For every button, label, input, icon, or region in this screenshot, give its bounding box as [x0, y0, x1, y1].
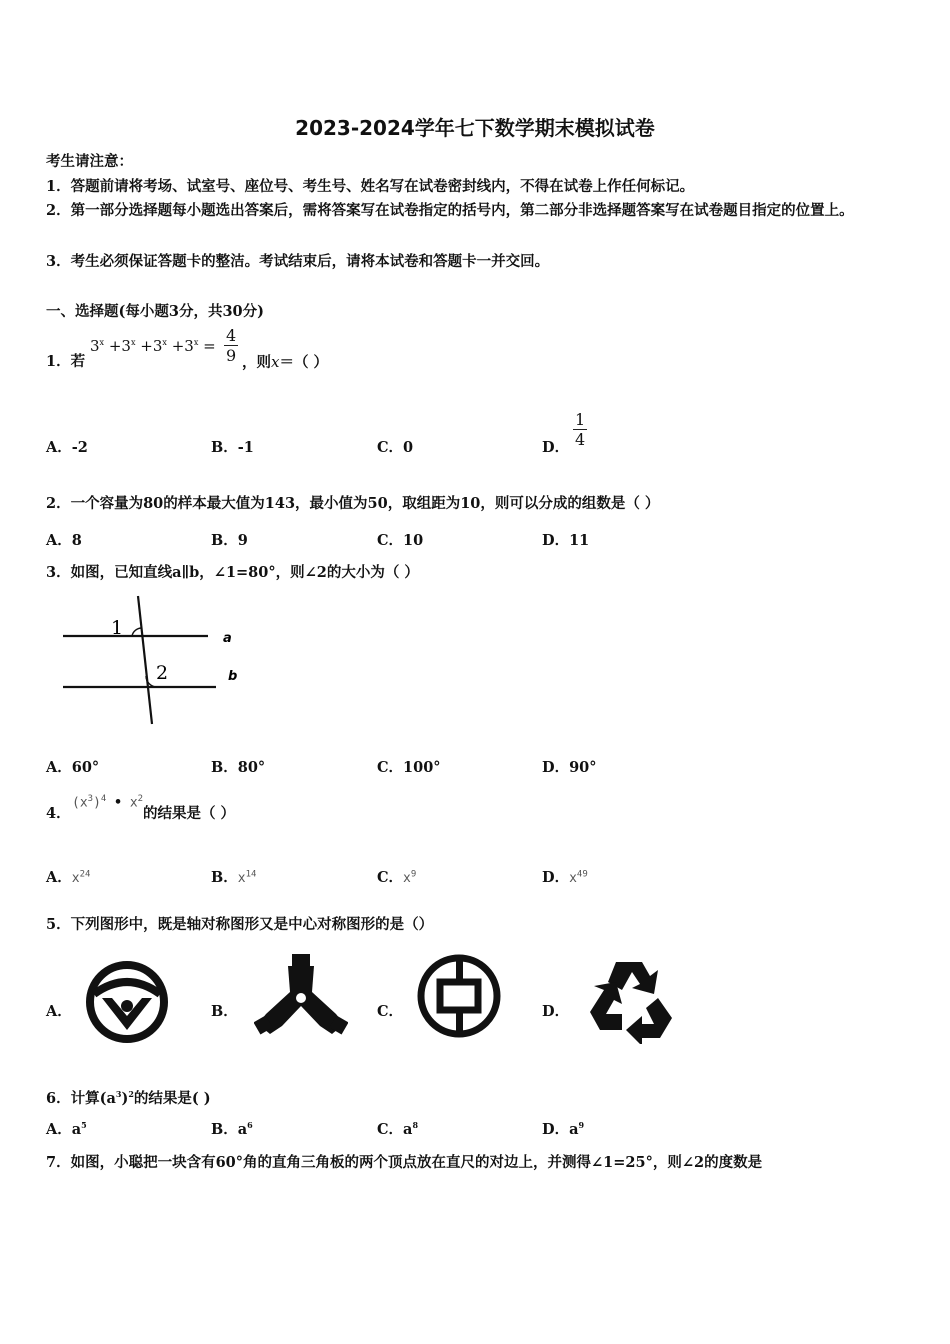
q2-text: 2．一个容量为80的样本最大值为143，最小值为50，取组距为10，则可以分成的组数是（ ） — [46, 495, 660, 512]
q7-text: 7．如图，小聪把一块含有60°角的直角三角板的两个顶点放在直尺的对边上，并测得∠1=25°，则∠2的度数是 — [46, 1154, 763, 1171]
q6-text: 6．计算$(a^3)^2$的结果是( ) — [46, 1089, 211, 1107]
angle-2-label: 2 — [156, 662, 169, 684]
q4-expression: $(x^3)^4$ • $x^2$ — [72, 794, 144, 811]
q4-option-b[interactable]: B．$x^{14}$ — [211, 869, 257, 886]
q2-option-b[interactable]: B．9 — [211, 532, 248, 549]
q6-option-c[interactable]: C．$a^8$ — [377, 1120, 419, 1138]
q1-option-a[interactable]: A．-2 — [46, 439, 88, 456]
q5-option-a-label[interactable]: A． — [46, 1003, 72, 1020]
q4-number: 4． — [46, 805, 71, 822]
q3-parallel-lines-figure — [58, 592, 248, 728]
q5-option-c-label[interactable]: C． — [377, 1003, 404, 1020]
q5-figure-d-recycle-icon[interactable] — [586, 956, 678, 1044]
q5-text: 5．下列图形中，既是轴对称图形又是中心对称图形的是（） — [46, 916, 434, 933]
notice-heading: 考生请注意： — [46, 153, 133, 170]
q5-option-b-label[interactable]: B． — [211, 1003, 238, 1020]
q5-option-d-label[interactable]: D． — [542, 1003, 570, 1020]
q4-option-d[interactable]: D．$x^{49}$ — [542, 869, 588, 886]
notice-item-2: 2．第一部分选择题每小题选出答案后，需将答案写在试卷指定的括号内，第二部分非选择题答案写在试卷题目指定的位置上。 — [46, 202, 854, 219]
q3-option-c[interactable]: C．100° — [377, 759, 441, 776]
q1-option-d[interactable]: D． — [542, 439, 570, 456]
line-b-label: b — [228, 669, 238, 684]
q4-option-a[interactable]: A．$x^{24}$ — [46, 869, 91, 886]
notice-item-3: 3．考生必须保证答题卡的整洁。考试结束后，请将本试卷和答题卡一并交回。 — [46, 253, 550, 270]
q4-tail: 的结果是（ ） — [143, 805, 236, 822]
q6-option-a[interactable]: A．$a^5$ — [46, 1120, 87, 1138]
section-heading: 一、选择题(每小题3分，共30分) — [46, 303, 264, 320]
q2-option-a[interactable]: A．8 — [46, 532, 82, 549]
q6-option-b[interactable]: B．$a^6$ — [211, 1120, 253, 1138]
page-title: 2023-2024学年七下数学期末模拟试卷 — [295, 116, 655, 140]
angle-1-arc — [132, 628, 142, 636]
q6-option-d[interactable]: D．$a^9$ — [542, 1120, 585, 1138]
q1-number: 1．若 — [46, 353, 86, 370]
q5-figure-a-icon[interactable] — [84, 960, 170, 1044]
q1-equation: $3^x +3^x +3^x +3^x$ = — [90, 337, 216, 355]
q5-figure-c-icon[interactable] — [414, 952, 504, 1040]
q1-option-c[interactable]: C．0 — [377, 439, 414, 456]
q1-tail: ，则x＝（ ） — [242, 353, 329, 371]
q3-option-a[interactable]: A．60° — [46, 759, 100, 776]
q1-option-b[interactable]: B．-1 — [211, 439, 254, 456]
q2-option-c[interactable]: C．10 — [377, 532, 424, 549]
q3-option-b[interactable]: B．80° — [211, 759, 266, 776]
q4-option-c[interactable]: C．$x^9$ — [377, 869, 417, 886]
q2-option-d[interactable]: D．11 — [542, 532, 590, 549]
notice-item-1: 1．答题前请将考场、试室号、座位号、考生号、姓名写在试卷密封线内，不得在试卷上作任何标记。 — [46, 178, 695, 195]
q3-text: 3．如图，已知直线a∥b，∠1=80°，则∠2的大小为（ ） — [46, 564, 419, 581]
angle-1-label: 1 — [111, 617, 124, 639]
line-a-label: a — [223, 631, 232, 646]
q1-fraction: $\frac{4}{9}$ — [226, 326, 237, 365]
transversal — [138, 596, 152, 724]
q3-option-d[interactable]: D．90° — [542, 759, 597, 776]
q5-figure-b-icon[interactable] — [254, 952, 348, 1038]
q1-option-d-fraction: $\frac{1}{4}$ — [575, 410, 586, 449]
